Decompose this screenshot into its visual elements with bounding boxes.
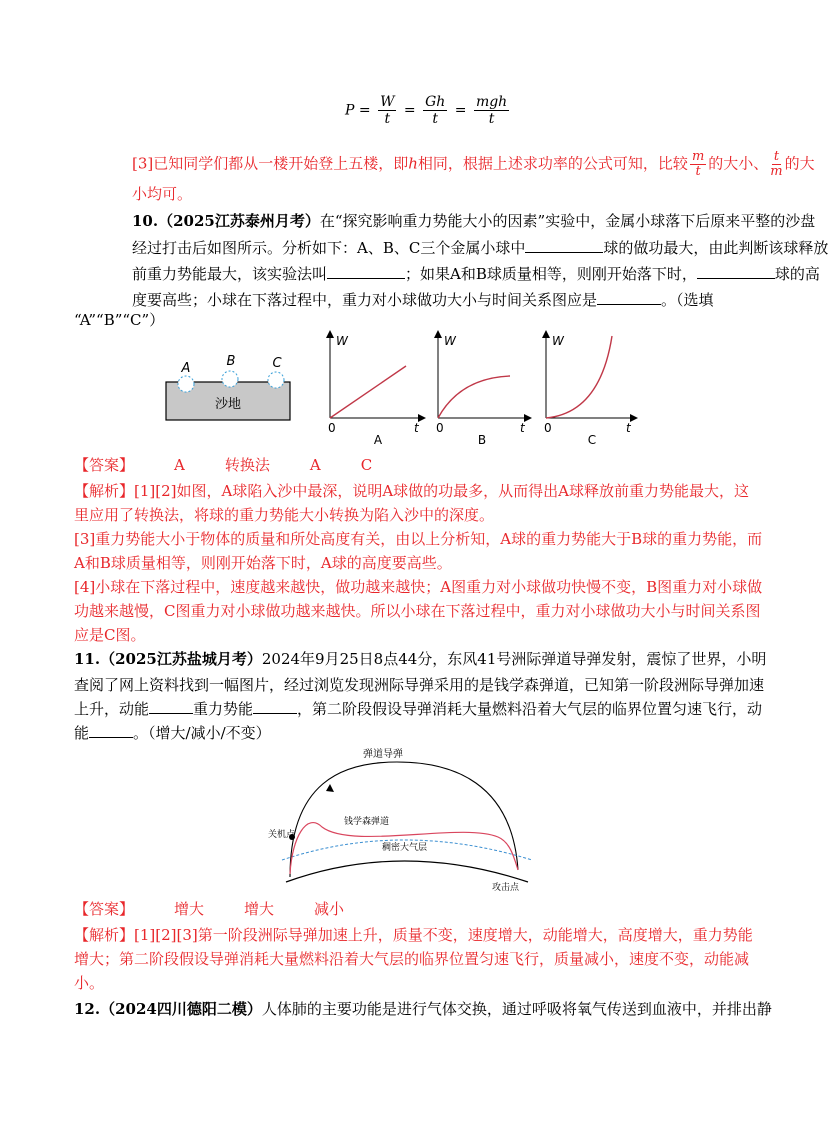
qian-label: 钱学森弹道 <box>344 817 390 827</box>
svg-text:0: 0 <box>544 421 552 435</box>
svg-text:W: W <box>336 334 348 348</box>
q10-analysis-1: 【解析】[1][2]如图，A球陷入沙中最深，说明A球做的功最多，从而得出A球释放前重力势能最大，这 <box>74 482 750 500</box>
svg-text:W: W <box>444 334 456 348</box>
answer-blank <box>597 290 661 305</box>
q10-line-5: “A”“B”“C”） <box>74 311 165 329</box>
q10-figure <box>160 328 650 448</box>
answer-blank <box>253 699 297 714</box>
ball-a-label: A <box>181 361 191 376</box>
shutdown-label: 关机点 <box>268 830 296 840</box>
q11-analysis-2: 增大；第二阶段假设导弹消耗大量燃料沿着大气层的临界位置匀速飞行，质量减小，速度不变，动能减 <box>74 950 750 968</box>
q11-line-1: 11.（2025江苏盐城月考）2024年9月25日8点44分，东风41号洲际弹道导弹发射，震惊了世界，小明 <box>74 650 767 668</box>
ball-c <box>268 372 284 388</box>
answer-blank <box>149 699 193 714</box>
svg-text:W: W <box>552 334 564 348</box>
prev-answer-line-2: 小均可。 <box>132 185 193 203</box>
q12-line-1: 12.（2024四川德阳二模）人体肺的主要功能是进行气体交换，通过呼吸将氧气传送到血液中，并排出静 <box>74 1000 772 1018</box>
svg-text:A: A <box>373 433 383 447</box>
ballistic-trajectory <box>290 762 518 877</box>
target-label: 攻击点 <box>492 883 520 893</box>
graph-a <box>326 330 426 447</box>
svg-text:C: C <box>587 433 597 447</box>
ballistic-label: 弹道导弹 <box>363 749 403 760</box>
q10-analysis-7: 应是C图。 <box>74 626 146 644</box>
atmo-label: 稠密大气层 <box>382 843 428 853</box>
question-source: （2024四川德阳二模） <box>100 1000 262 1018</box>
ball-b-label: B <box>226 354 236 369</box>
answer-blank <box>525 238 603 253</box>
q11-analysis-1: 【解析】[1][2][3]第一阶段洲际导弹加速上升，质量不变，速度增大，动能增大，高度增大，重力势能 <box>74 926 753 944</box>
svg-text:0: 0 <box>328 421 336 435</box>
q11-answer: 【答案】 增大 增大 减小 <box>74 900 345 918</box>
q10-analysis-4: A和B球质量相等，则刚开始落下时，A球的高度要高些。 <box>74 554 452 572</box>
sand-label: 沙地 <box>214 397 242 412</box>
earth-surface <box>286 861 528 882</box>
graph-b <box>434 330 532 447</box>
q10-analysis-2: 里应用了转换法，将球的重力势能大小转换为陷入沙中的深度。 <box>74 506 495 524</box>
question-source: （2025江苏泰州月考） <box>158 212 320 230</box>
svg-text:t: t <box>520 421 525 435</box>
question-number: 12. <box>74 1000 101 1018</box>
answer-blank <box>327 264 405 279</box>
ball-a <box>178 376 194 392</box>
q10-line-2: 经过打击后如图所示。分析如下：A、B、C三个金属小球中 球的做功最大，由此判断该球释放 <box>132 239 828 257</box>
svg-text:0: 0 <box>436 421 444 435</box>
svg-text:t: t <box>626 421 631 435</box>
q10-analysis-6: 功越来越慢，C图重力对小球做功越来越快。所以小球在下落过程中，重力对小球做功大小与时间关系图 <box>74 602 761 620</box>
q10-line-1: 10.（2025江苏泰州月考）在“探究影响重力势能大小的因素”实验中，金属小球落下后原来平整的沙盘 <box>132 212 816 230</box>
graph-c <box>542 330 638 447</box>
q11-line-3: 上升，动能 重力势能 ，第二阶段假设导弹消耗大量燃料沿着大气层的临界位置匀速飞行，动 <box>74 700 763 718</box>
power-formula: P = $\frac{W}{t}$ = $\frac{Gh}{t}$ = $\frac{\text{mgh}}{t}$ <box>345 94 508 127</box>
q11-analysis-3: 小。 <box>74 974 105 992</box>
q10-analysis-3: [3]重力势能大小于物体的质量和所处高度有关，由以上分析知，A球的重力势能大于B球的重力势能，而 <box>74 530 763 548</box>
svg-text:t: t <box>414 421 419 435</box>
answer-blank <box>89 723 133 738</box>
q10-line-4: 度要高些；小球在下落过程中，重力对小球做功大小与时间关系图应是 。（选填 <box>132 291 714 309</box>
question-source: （2025江苏盐城月考） <box>100 650 262 668</box>
q11-line-4: 能 。（增大/减小/不变） <box>74 724 271 742</box>
q10-answer: 【答案】 A 转换法 A C <box>74 456 373 474</box>
q11-line-2: 查阅了网上资料找到一幅图片，经过浏览发现洲际导弹采用的是钱学森弹道，已知第一阶段洲际导弹加速 <box>74 676 765 694</box>
q10-analysis-5: [4]小球在下落过程中，速度越来越快，做功越来越快；A图重力对小球做功快慢不变，B图重力对小球做 <box>74 578 763 596</box>
prev-answer-line-1: [3]已知同学们都从一楼开始登上五楼，即h相同，根据上述求功率的公式可知，比较 $\frac{m}{t}$ 的大小、 $\frac{t}{m}$ 的大 <box>132 149 815 179</box>
question-number: 11. <box>74 650 101 668</box>
answer-blank <box>697 264 775 279</box>
q10-line-3: 前重力势能最大，该实验法叫 ；如果A和B球质量相等，则刚开始落下时， 球的高 <box>132 265 820 283</box>
q11-figure <box>262 742 552 892</box>
svg-text:B: B <box>477 433 487 447</box>
ball-c-label: C <box>272 356 282 371</box>
ball-b <box>222 371 238 387</box>
question-number: 10. <box>132 212 159 230</box>
